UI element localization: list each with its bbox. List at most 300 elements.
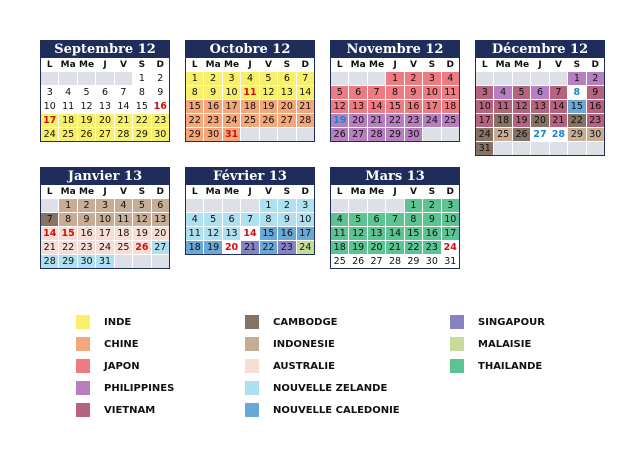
empty-day-cell [133, 255, 150, 268]
day-cell: 23 [78, 241, 95, 254]
empty-day-cell [423, 128, 440, 141]
weekday-header: D [591, 60, 600, 70]
weekday-header: J [103, 60, 107, 70]
legend-swatch [245, 359, 259, 373]
weekday-header: D [446, 187, 455, 197]
day-cell: 13 [152, 213, 169, 226]
day-cell: 8 [405, 213, 422, 226]
day-cell: 20 [96, 114, 113, 127]
day-cell: 9 [152, 86, 169, 99]
day-cell: 12 [349, 227, 366, 240]
day-cell: 24 [223, 114, 240, 127]
month-title: Octobre 12 [186, 41, 314, 58]
weekday-header: V [409, 60, 417, 70]
day-cell: 28 [297, 114, 314, 127]
day-cell: 20 [368, 241, 385, 254]
legend-item [76, 359, 140, 373]
day-cell: 11 [442, 86, 459, 99]
day-cell: 12 [133, 213, 150, 226]
weekday-header: Me [369, 187, 385, 197]
day-cell: 18 [115, 227, 132, 240]
day-cell: 25 [494, 128, 511, 141]
legend-label: NOUVELLE CALEDONIE [273, 404, 400, 416]
weekday-header: D [156, 60, 165, 70]
month-calendar [330, 167, 460, 269]
weekday-header: L [336, 187, 343, 197]
day-cell: 29 [186, 128, 203, 141]
day-cell: 10 [476, 100, 493, 113]
legend-swatch [76, 381, 90, 395]
empty-day-cell [513, 72, 530, 85]
day-cell: 2 [152, 72, 169, 85]
day-cell: 15 [568, 100, 585, 113]
empty-day-cell [331, 72, 348, 85]
day-cell: 9 [587, 86, 604, 99]
day-cell: 18 [494, 114, 511, 127]
day-cell: 22 [386, 114, 403, 127]
empty-day-cell [260, 128, 277, 141]
day-cell: 8 [133, 86, 150, 99]
weekday-header: S [428, 187, 436, 197]
day-cell: 3 [41, 86, 58, 99]
day-cell: 2 [278, 199, 295, 212]
day-grid [331, 185, 459, 268]
day-cell: 31 [476, 142, 493, 155]
day-cell: 14 [41, 227, 58, 240]
day-cell: 29 [59, 255, 76, 268]
day-cell: 16 [78, 227, 95, 240]
day-cell: 19 [133, 227, 150, 240]
weekday-header: V [264, 187, 272, 197]
empty-day-cell [152, 255, 169, 268]
day-cell: 7 [41, 213, 58, 226]
month-title: Janvier 13 [41, 168, 169, 185]
day-cell: 17 [423, 100, 440, 113]
day-cell: 27 [152, 241, 169, 254]
legend-label: CAMBODGE [273, 316, 338, 328]
day-cell: 13 [96, 100, 113, 113]
day-cell: 2 [423, 199, 440, 212]
day-cell: 1 [568, 72, 585, 85]
weekday-header: S [573, 60, 581, 70]
day-cell: 3 [442, 199, 459, 212]
weekday-header: D [301, 187, 310, 197]
day-cell: 20 [278, 100, 295, 113]
month-calendar [40, 167, 170, 269]
weekday-header: Me [79, 187, 95, 197]
day-cell: 11 [115, 213, 132, 226]
day-cell: 22 [260, 241, 277, 254]
day-cell: 10 [223, 86, 240, 99]
day-cell: 10 [96, 213, 113, 226]
day-cell: 8 [186, 86, 203, 99]
day-cell: 3 [96, 199, 113, 212]
day-cell: 10 [41, 100, 58, 113]
day-cell: 6 [278, 72, 295, 85]
day-cell: 13 [531, 100, 548, 113]
legend-item [245, 381, 387, 395]
legend-item [76, 315, 131, 329]
empty-day-cell [41, 199, 58, 212]
day-cell: 25 [442, 114, 459, 127]
day-cell: 9 [78, 213, 95, 226]
month-calendar [475, 40, 605, 156]
day-cell: 15 [260, 227, 277, 240]
day-cell: 1 [186, 72, 203, 85]
day-cell: 20 [349, 114, 366, 127]
day-cell: 25 [115, 241, 132, 254]
day-cell: 19 [331, 114, 348, 127]
day-cell: 22 [59, 241, 76, 254]
legend-swatch [245, 403, 259, 417]
day-cell: 7 [297, 72, 314, 85]
day-cell: 26 [133, 241, 150, 254]
day-grid [41, 185, 169, 268]
empty-day-cell [513, 142, 530, 155]
day-cell: 2 [587, 72, 604, 85]
day-cell: 30 [405, 128, 422, 141]
legend-swatch [245, 337, 259, 351]
weekday-header: L [336, 60, 343, 70]
weekday-header: Ma [205, 60, 221, 70]
legend-item [450, 337, 531, 351]
legend-label: NOUVELLE ZELANDE [273, 382, 388, 394]
month-calendar [185, 40, 315, 142]
legend-swatch [450, 315, 464, 329]
day-cell: 5 [331, 86, 348, 99]
legend-label: PHILIPPINES [104, 382, 175, 394]
day-cell: 6 [96, 86, 113, 99]
day-cell: 24 [41, 128, 58, 141]
day-cell: 23 [152, 114, 169, 127]
legend-item [245, 359, 335, 373]
legend-label: VIETNAM [104, 404, 156, 416]
weekday-header: S [138, 60, 146, 70]
day-cell: 30 [78, 255, 95, 268]
month-title: Février 13 [186, 168, 314, 185]
day-cell: 7 [115, 86, 132, 99]
day-cell: 11 [186, 227, 203, 240]
weekday-header: V [264, 60, 272, 70]
empty-day-cell [349, 72, 366, 85]
day-cell: 17 [476, 114, 493, 127]
day-cell: 4 [186, 213, 203, 226]
day-cell: 5 [204, 213, 221, 226]
empty-day-cell [531, 142, 548, 155]
weekday-header: D [156, 187, 165, 197]
legend-item [245, 315, 338, 329]
legend-label: THAILANDE [478, 360, 543, 372]
legend-swatch [76, 337, 90, 351]
day-cell: 23 [405, 114, 422, 127]
weekday-header: V [409, 187, 417, 197]
day-cell: 4 [59, 86, 76, 99]
day-cell: 21 [368, 114, 385, 127]
day-cell: 1 [59, 199, 76, 212]
day-cell: 19 [204, 241, 221, 254]
empty-day-cell [368, 199, 385, 212]
weekday-header: Ma [205, 187, 221, 197]
month-title: Septembre 12 [41, 41, 169, 58]
legend-item [76, 403, 155, 417]
day-cell: 5 [78, 86, 95, 99]
empty-day-cell [550, 72, 567, 85]
legend-label: AUSTRALIE [273, 360, 335, 372]
weekday-header: V [554, 60, 562, 70]
empty-day-cell [550, 142, 567, 155]
day-cell: 12 [78, 100, 95, 113]
day-cell: 30 [423, 255, 440, 268]
day-cell: 17 [442, 227, 459, 240]
day-cell: 13 [368, 227, 385, 240]
weekday-header: J [248, 60, 252, 70]
day-cell: 14 [386, 227, 403, 240]
day-cell: 30 [152, 128, 169, 141]
empty-day-cell [297, 128, 314, 141]
day-cell: 6 [368, 213, 385, 226]
weekday-header: L [191, 187, 198, 197]
day-cell: 21 [115, 114, 132, 127]
day-cell: 4 [115, 199, 132, 212]
day-cell: 10 [423, 86, 440, 99]
empty-day-cell [115, 255, 132, 268]
legend-swatch [76, 315, 90, 329]
day-cell: 1 [386, 72, 403, 85]
day-cell: 16 [278, 227, 295, 240]
weekday-header: S [283, 187, 291, 197]
day-cell: 27 [278, 114, 295, 127]
weekday-header: L [46, 60, 53, 70]
day-cell: 4 [241, 72, 258, 85]
legend-item [450, 315, 545, 329]
day-cell: 7 [368, 86, 385, 99]
day-cell: 26 [349, 255, 366, 268]
legend-label: JAPON [104, 360, 140, 372]
day-cell: 28 [386, 255, 403, 268]
weekday-header: Me [224, 60, 240, 70]
legend-label: INDE [104, 316, 132, 328]
weekday-header: V [119, 60, 127, 70]
day-cell: 27 [531, 128, 548, 141]
day-cell: 29 [133, 128, 150, 141]
empty-day-cell [278, 128, 295, 141]
day-cell: 2 [78, 199, 95, 212]
day-cell: 18 [241, 100, 258, 113]
day-cell: 29 [568, 128, 585, 141]
day-cell: 8 [568, 86, 585, 99]
weekday-header: J [248, 187, 252, 197]
weekday-header: Ma [350, 187, 366, 197]
day-cell: 18 [331, 241, 348, 254]
day-cell: 31 [96, 255, 113, 268]
day-cell: 29 [405, 255, 422, 268]
weekday-header: Ma [350, 60, 366, 70]
day-cell: 13 [349, 100, 366, 113]
day-cell: 3 [297, 199, 314, 212]
day-cell: 23 [278, 241, 295, 254]
weekday-header: S [283, 60, 291, 70]
day-cell: 6 [349, 86, 366, 99]
day-cell: 24 [442, 241, 459, 254]
day-cell: 11 [331, 227, 348, 240]
empty-day-cell [204, 199, 221, 212]
month-title: Décembre 12 [476, 41, 604, 58]
day-cell: 3 [223, 72, 240, 85]
day-cell: 17 [223, 100, 240, 113]
day-grid [186, 58, 314, 141]
day-cell: 13 [278, 86, 295, 99]
weekday-header: Me [514, 60, 530, 70]
day-cell: 21 [550, 114, 567, 127]
day-cell: 11 [241, 86, 258, 99]
day-cell: 20 [152, 227, 169, 240]
day-cell: 10 [297, 213, 314, 226]
day-cell: 14 [297, 86, 314, 99]
day-cell: 28 [550, 128, 567, 141]
weekday-header: V [119, 187, 127, 197]
day-cell: 22 [568, 114, 585, 127]
day-cell: 7 [386, 213, 403, 226]
empty-day-cell [78, 72, 95, 85]
day-cell: 22 [133, 114, 150, 127]
day-cell: 3 [423, 72, 440, 85]
day-cell: 23 [587, 114, 604, 127]
day-cell: 20 [531, 114, 548, 127]
day-cell: 14 [241, 227, 258, 240]
weekday-header: L [191, 60, 198, 70]
day-cell: 7 [550, 86, 567, 99]
empty-day-cell [476, 72, 493, 85]
day-cell: 16 [152, 100, 169, 113]
day-grid [41, 58, 169, 141]
legend-swatch [450, 359, 464, 373]
day-cell: 15 [59, 227, 76, 240]
legend-item [450, 359, 542, 373]
day-cell: 5 [260, 72, 277, 85]
day-cell: 30 [587, 128, 604, 141]
day-cell: 22 [186, 114, 203, 127]
day-cell: 20 [223, 241, 240, 254]
empty-day-cell [241, 199, 258, 212]
weekday-header: Me [224, 187, 240, 197]
day-cell: 2 [204, 72, 221, 85]
weekday-header: S [138, 187, 146, 197]
day-cell: 9 [423, 213, 440, 226]
day-cell: 18 [59, 114, 76, 127]
day-cell: 6 [223, 213, 240, 226]
day-cell: 23 [204, 114, 221, 127]
day-cell: 16 [423, 227, 440, 240]
day-cell: 27 [368, 255, 385, 268]
day-cell: 18 [186, 241, 203, 254]
day-cell: 12 [513, 100, 530, 113]
weekday-header: J [393, 187, 397, 197]
empty-day-cell [587, 142, 604, 155]
day-cell: 1 [405, 199, 422, 212]
day-cell: 25 [241, 114, 258, 127]
empty-day-cell [494, 72, 511, 85]
legend-item [76, 337, 139, 351]
day-cell: 31 [442, 255, 459, 268]
month-title: Novembre 12 [331, 41, 459, 58]
weekday-header: J [103, 187, 107, 197]
legend-swatch [76, 403, 90, 417]
empty-day-cell [331, 199, 348, 212]
day-cell: 8 [386, 86, 403, 99]
empty-day-cell [442, 128, 459, 141]
legend-item [76, 381, 174, 395]
day-cell: 26 [260, 114, 277, 127]
day-cell: 4 [331, 213, 348, 226]
legend-item [245, 337, 335, 351]
day-cell: 16 [405, 100, 422, 113]
day-cell: 30 [204, 128, 221, 141]
day-cell: 15 [186, 100, 203, 113]
day-cell: 1 [133, 72, 150, 85]
day-cell: 26 [331, 128, 348, 141]
day-cell: 24 [96, 241, 113, 254]
day-cell: 14 [368, 100, 385, 113]
day-cell: 19 [78, 114, 95, 127]
day-cell: 21 [241, 241, 258, 254]
legend-swatch [245, 381, 259, 395]
day-cell: 5 [513, 86, 530, 99]
day-cell: 5 [349, 213, 366, 226]
legend-swatch [245, 315, 259, 329]
day-grid [331, 58, 459, 141]
day-cell: 15 [386, 100, 403, 113]
day-cell: 28 [41, 255, 58, 268]
weekday-header: J [538, 60, 542, 70]
day-cell: 7 [241, 213, 258, 226]
empty-day-cell [59, 72, 76, 85]
day-cell: 24 [423, 114, 440, 127]
month-title: Mars 13 [331, 168, 459, 185]
weekday-header: Ma [60, 60, 76, 70]
weekday-header: Ma [495, 60, 511, 70]
day-cell: 21 [386, 241, 403, 254]
empty-day-cell [186, 199, 203, 212]
legend-label: SINGAPOUR [478, 316, 545, 328]
day-cell: 23 [423, 241, 440, 254]
empty-day-cell [96, 72, 113, 85]
day-cell: 17 [41, 114, 58, 127]
month-calendar [185, 167, 315, 255]
day-cell: 11 [494, 100, 511, 113]
day-cell: 19 [349, 241, 366, 254]
empty-day-cell [368, 72, 385, 85]
day-cell: 3 [476, 86, 493, 99]
day-cell: 18 [442, 100, 459, 113]
day-cell: 28 [368, 128, 385, 141]
day-cell: 24 [476, 128, 493, 141]
day-grid [476, 58, 604, 155]
weekday-header: S [428, 60, 436, 70]
day-cell: 28 [115, 128, 132, 141]
day-cell: 27 [96, 128, 113, 141]
legend-item [245, 403, 400, 417]
day-cell: 12 [260, 86, 277, 99]
empty-day-cell [241, 128, 258, 141]
weekday-header: D [446, 60, 455, 70]
day-cell: 27 [349, 128, 366, 141]
day-cell: 17 [297, 227, 314, 240]
day-cell: 31 [223, 128, 240, 141]
month-calendar [330, 40, 460, 142]
day-cell: 1 [260, 199, 277, 212]
empty-day-cell [531, 72, 548, 85]
day-cell: 9 [278, 213, 295, 226]
